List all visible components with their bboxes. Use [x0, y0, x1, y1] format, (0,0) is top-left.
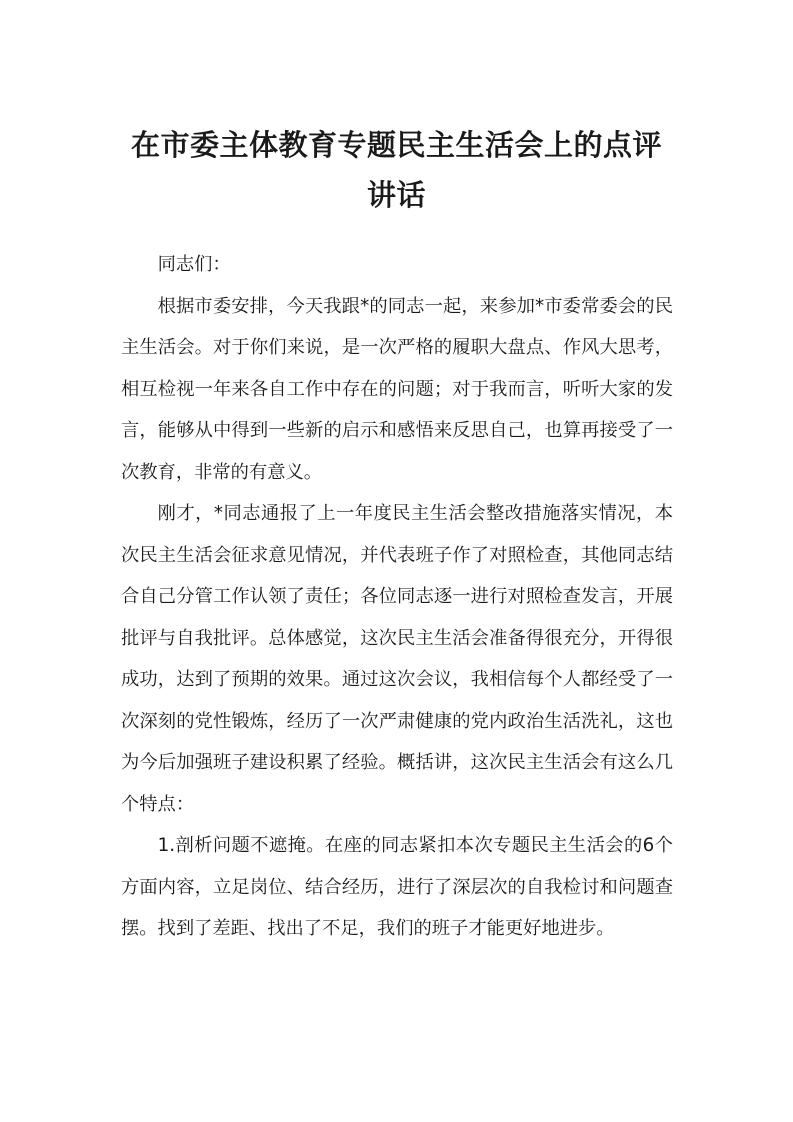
body-paragraph: 刚才，*同志通报了上一年度民主生活会整改措施落实情况，本次民主生活会征求意见情况，并代表班子作了对照检查，其他同志结合自己分管工作认领了责任；各位同志逐一进行对照检查发言，开展批评与自我批评。总体感觉，这次民主生活会准备得很充分，开得很成功，达到了预期的效果。通过这次会议，我相信每个人都经受了一次深刻的党性锻炼，经历了一次严肃健康的党内政治生活洗礼，这也为今后加强班子建设积累了经验。概括讲，这次民主生活会有这么几个特点： — [121, 503, 673, 815]
body-paragraph: 根据市委安排，今天我跟*的同志一起，来参加*市委常委会的民主生活会。对于你们来说，是一次严格的履职大盘点、作风大思考，相互检视一年来各自工作中存在的问题；对于我而言，听听大家的发言，能够从中得到一些新的启示和感悟来反思自己，也算再接受了一次教育，非常的有意义。 — [121, 295, 673, 483]
document-title: 在市委主体教育专题民主生活会上的点评讲话 — [130, 128, 662, 212]
salutation-paragraph: 同志们： — [157, 254, 231, 275]
body-paragraph: 1.剖析问题不遮掩。在座的同志紧扣本次专题民主生活会的6个方面内容，立足岗位、结合经历，进行了深层次的自我检讨和问题查摆。找到了差距、找出了不足，我们的班子才能更好地进步。 — [121, 835, 673, 939]
document-body — [121, 244, 673, 950]
